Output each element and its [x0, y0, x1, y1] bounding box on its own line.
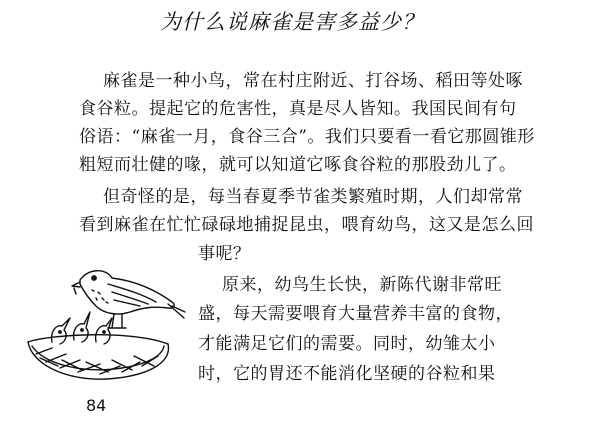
paragraph-line: 盛，每天需要喂育大量营养丰富的食物， — [198, 304, 513, 324]
paragraph-line: 原来，幼鸟生长快，新陈代谢非常旺 — [222, 275, 502, 295]
page-number: 84 — [86, 396, 107, 415]
paragraph-line: 麻雀是一种小鸟，常在村庄附近、打谷场、稻田等处啄 — [103, 71, 523, 91]
paragraph-line: 粗短而壮健的喙，就可以知道它啄食谷粒的那股劲儿了。 — [79, 155, 517, 175]
paragraph-line: 事呢？ — [198, 244, 251, 264]
page-title: 为什么说麻雀是害多益少？ — [160, 10, 424, 34]
paragraph-line: 但奇怪的是，每当春夏季节雀类繁殖时期，人们却常常 — [103, 187, 523, 207]
paragraph-line: 时，它的胃还不能消化坚硬的谷粒和果 — [198, 364, 496, 384]
paragraph-line: 才能满足它们的需要。同时，幼雏太小 — [198, 334, 496, 354]
paragraph-line: 食谷粒。提起它的危害性，真是尽人皆知。我国民间有句 — [79, 99, 517, 119]
paragraph-line: 俗语：“麻雀一月，食谷三合”。我们只要看一看它那圆锥形 — [79, 127, 535, 147]
paragraph-line: 看到麻雀在忙忙碌碌地捕捉昆虫，喂育幼鸟，这又是怎么回 — [79, 215, 534, 235]
sparrow-feeding-chicks-illustration — [22, 262, 187, 387]
